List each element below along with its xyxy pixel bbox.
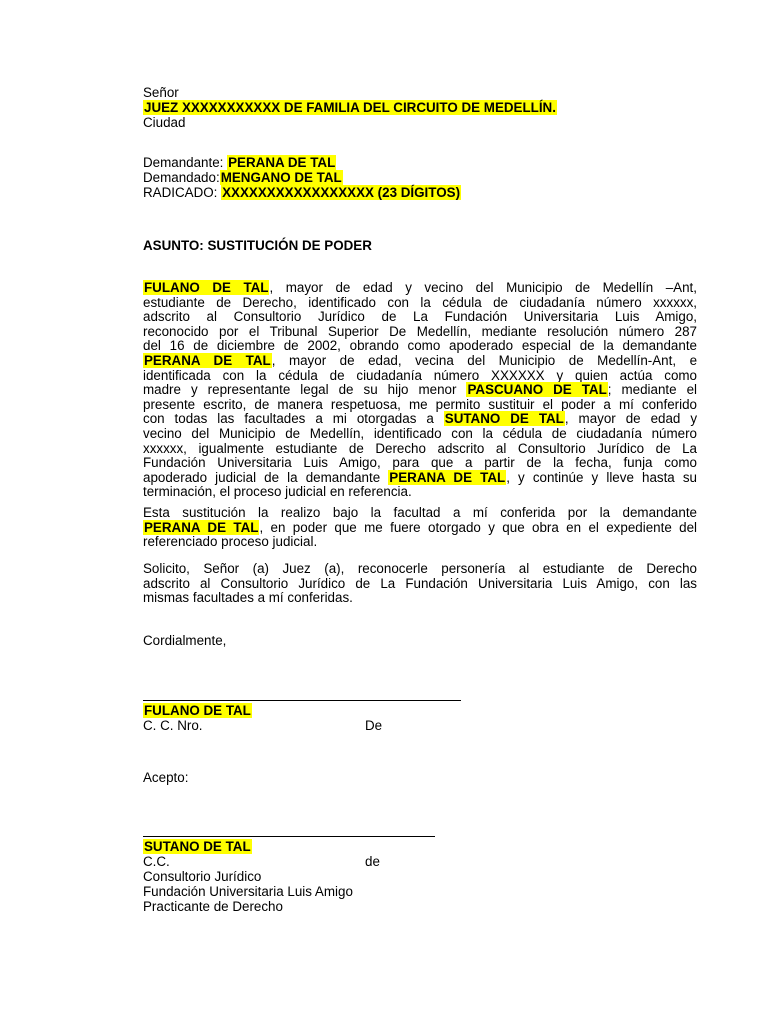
accept-label: Acepto: xyxy=(143,770,189,785)
highlighted-name: PERANA DE TAL xyxy=(144,519,259,535)
highlighted-name: SUTANO DE TAL xyxy=(444,411,564,427)
signer2-office: Consultorio Jurídico xyxy=(143,869,262,884)
line-text: del 16 de diciembre de 2002, obrando como apoderado especial de la demandante xyxy=(143,338,697,354)
paragraph-line xyxy=(143,338,697,353)
line-text: vecino del Municipio de Medellín, identificado con la cédula de ciudadanía número xyxy=(143,426,697,441)
line-text-after: , en poder que me fuere otorgado y que obra en el expediente del xyxy=(259,519,698,535)
paragraph-line xyxy=(143,280,697,295)
case-line xyxy=(143,185,461,200)
highlighted-name: PERANA DE TAL xyxy=(389,469,506,485)
signer1-name xyxy=(143,703,252,718)
addressee-highlight: JUEZ XXXXXXXXXXX DE FAMILIA DEL CIRCUITO DE MEDELLÍN. xyxy=(144,100,556,115)
line-text: reconocido por el Tribunal Superior De Medellín, mediante resolución número 287 xyxy=(143,323,697,339)
line-text: referenciado proceso judicial. xyxy=(143,534,318,550)
paragraph-line xyxy=(143,455,697,470)
closing: Cordialmente, xyxy=(143,633,227,648)
paragraph-line xyxy=(143,441,697,456)
line-text: identificada con la cédula de ciudadanía número XXXXXX y quien actúa como xyxy=(143,367,697,383)
line-text: presente escrito, de manera respetuosa, me permito sustituir el poder a mí conferido xyxy=(143,396,697,412)
line-text: adscrito al Consultorio Jurídico de La Fundación Universitaria Luis Amigo, con las xyxy=(143,575,697,591)
case-label: RADICADO: xyxy=(143,185,222,200)
line-text: terminación, el proceso judicial en referencia. xyxy=(143,484,412,500)
line-text: con todas las facultades a mi otorgadas a xyxy=(143,411,444,427)
signer2-id-label: C.C. xyxy=(143,854,170,869)
line-text-after: , mayor de edad y vecino del Municipio de Medellín –Ant, xyxy=(269,280,697,295)
case-number: XXXXXXXXXXXXXXXXX (23 DÍGITOS) xyxy=(222,185,461,200)
paragraph-line xyxy=(143,368,697,383)
line-text: Fundación Universitaria Luis Amigo, para que a partir de la fecha, funja como xyxy=(143,455,697,471)
paragraph-line xyxy=(143,576,697,591)
city: Ciudad xyxy=(143,115,186,130)
paragraph-line xyxy=(143,324,697,339)
signer2-university: Fundación Universitaria Luis Amigo xyxy=(143,884,353,899)
addressee xyxy=(143,100,557,115)
line-text-after: , y continúe y lleve hasta su xyxy=(506,469,698,485)
plaintiff-line xyxy=(143,155,336,170)
paragraph-line xyxy=(143,382,697,397)
signer1-id-label: C. C. Nro. xyxy=(143,718,203,733)
signer1-name-highlight: FULANO DE TAL xyxy=(144,703,251,718)
paragraph-line xyxy=(143,484,697,499)
plaintiff-name: PERANA DE TAL xyxy=(228,155,336,170)
line-text-after: ; mediante el xyxy=(607,382,698,398)
signer2-role: Practicante de Derecho xyxy=(143,899,283,914)
highlighted-name: PERANA DE TAL xyxy=(144,353,271,368)
line-text: Esta sustitución la realizo bajo la facultad a mí conferida por la demandante xyxy=(143,505,697,520)
paragraph-line xyxy=(143,426,697,441)
subject-line: ASUNTO: SUSTITUCIÓN DE PODER xyxy=(143,238,372,253)
paragraph-line xyxy=(143,534,697,549)
paragraph-line xyxy=(143,561,697,576)
paragraph-line xyxy=(143,309,697,324)
defendant-line xyxy=(143,170,343,185)
salutation: Señor xyxy=(143,85,179,100)
highlighted-name: PASCUANO DE TAL xyxy=(467,382,607,398)
line-text-after: , mayor de edad, vecina del Municipio de Medellín-Ant, e xyxy=(271,353,698,368)
signer1-from-label: De xyxy=(365,718,383,733)
line-text: estudiante de Derecho, identificado con la cédula de ciudadanía número xxxxxx, xyxy=(143,294,697,310)
line-text: Solicito, Señor (a) Juez (a), reconocerle personería al estudiante de Derecho xyxy=(143,561,697,576)
line-text: adscrito al Consultorio Jurídico de La Fundación Universitaria Luis Amigo, xyxy=(143,309,697,325)
line-text: mismas facultades a mí conferidas. xyxy=(143,590,353,606)
paragraph-line xyxy=(143,590,697,605)
signature-line-2 xyxy=(143,836,435,837)
paragraph-line xyxy=(143,470,697,485)
line-text: xxxxxx, igualmente estudiante de Derecho adscrito al Consultorio Jurídico de La xyxy=(143,440,697,456)
line-text: madre y representante legal de su hijo menor xyxy=(143,382,467,398)
paragraph-line xyxy=(143,295,697,310)
paragraph-line xyxy=(143,397,697,412)
signer2-name-highlight: SUTANO DE TAL xyxy=(144,839,251,854)
paragraph-line xyxy=(143,505,697,520)
line-text-after: , mayor de edad y xyxy=(564,411,698,427)
paragraph-line xyxy=(143,353,697,368)
line-text: apoderado judicial de la demandante xyxy=(143,469,389,485)
defendant-label: Demandado: xyxy=(143,170,220,185)
plaintiff-label: Demandante: xyxy=(143,155,228,170)
signature-line-1 xyxy=(143,700,461,701)
highlighted-name: FULANO DE TAL xyxy=(144,280,269,295)
paragraph-line xyxy=(143,520,697,535)
defendant-name: MENGANO DE TAL xyxy=(220,170,342,185)
paragraph-line xyxy=(143,411,697,426)
signer2-name xyxy=(143,839,252,854)
signer2-from-label: de xyxy=(365,854,380,869)
